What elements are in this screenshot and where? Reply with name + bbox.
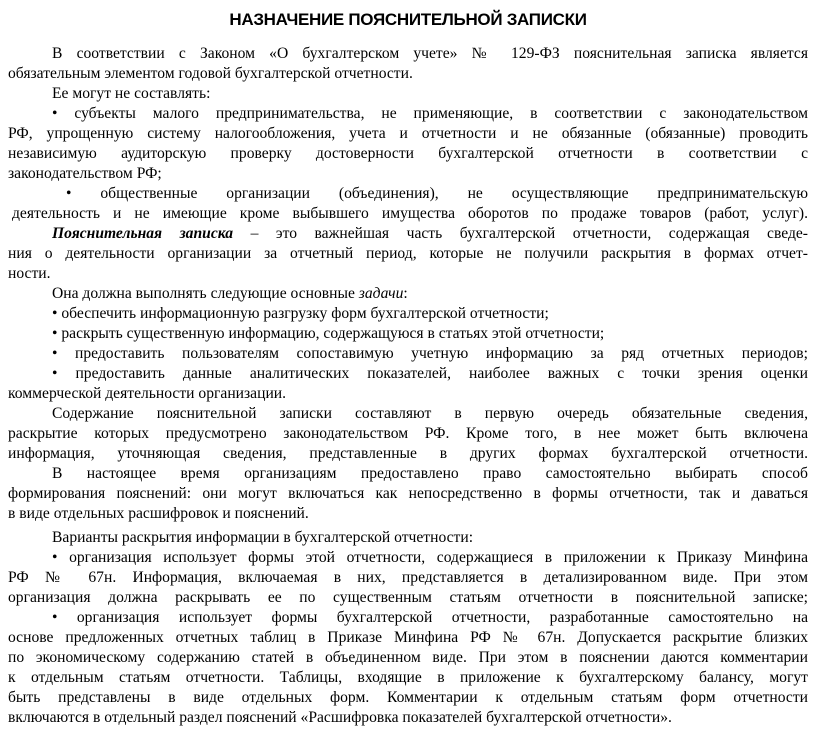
text-line: в виде отдельных расшифровок и пояснений.: [8, 505, 309, 522]
page-title: НАЗНАЧЕНИЕ ПОЯСНИТЕЛЬНОЙ ЗАПИСКИ: [229, 10, 587, 29]
bullet-item: • организация использует формы этой отчетности, содержащиеся в приложении к Приказу Минфина: [52, 549, 808, 566]
text-line: ности.: [8, 265, 51, 282]
text-line: законодательством РФ;: [8, 165, 162, 182]
text-line: включаются в отдельный раздел пояснений «Расшифровка показателей бухгалтерской отчетности».: [8, 709, 672, 726]
text-line: РФ, упрощенную систему налогообложения, учета и отчетности и не обязанные (обязанные) проводить: [8, 125, 808, 142]
bullet-item: • раскрыть существенную информацию, содержащуюся в статьях этой отчетности;: [52, 325, 605, 342]
text-line: деятельность и не имеющие кроме выбывшего имущества оборотов по продаже товаров (работ, услуг).: [12, 205, 808, 222]
bullet-item: • обеспечить информационную разгрузку форм бухгалтерской отчетности;: [52, 305, 549, 322]
text-line: информация, уточняющая сведения, представленные в других формах бухгалтерской отчетности.: [8, 445, 808, 462]
bullet-item: • общественные организации (объединения), не осуществляющие предпринимательскую: [66, 185, 808, 202]
text-line: быть представлены в виде отдельных форм. Комментарии к отдельным статьям форм отчетности: [8, 689, 808, 706]
bullet-item: • предоставить данные аналитических показателей, наиболее важных с точки зрения оценки: [52, 365, 808, 382]
bullet-item: • субъекты малого предпринимательства, не применяющие, в соответствии с законодательством: [52, 105, 808, 122]
text-line: к отдельным статьям отчетности. Таблицы, входящие в приложение к бухгалтерскому балансу, могут: [8, 669, 808, 686]
text-line: по экономическому содержанию статей в объединенном виде. При этом в пояснении даются комментарии: [8, 649, 808, 666]
text-line: организация должна раскрывать ее по существенным статьям отчетности в пояснительной записке;: [8, 589, 808, 606]
definition-line: Пояснительная записка – это важнейшая часть бухгалтерской отчетности, содержащая сведе-: [52, 225, 808, 242]
text-line: независимую аудиторскую проверку достоверности бухгалтерской отчетности в соответствии с: [8, 145, 808, 162]
text-line: основе предложенных отчетных таблиц в Приказе Минфина РФ № 67н. Допускается раскрытие близких: [8, 629, 808, 646]
text-line: формирования пояснений: они могут включаться как непосредственно в формы отчетности, так и даваться: [8, 485, 808, 502]
tasks-intro-line: Она должна выполнять следующие основные задачи:: [52, 285, 408, 302]
text-line: обязательным элементом годовой бухгалтерской отчетности.: [8, 65, 413, 82]
text-line: раскрытие которых предусмотрено законодательством РФ. Кроме того, в нее может быть включена: [8, 425, 808, 442]
text-line: Ее могут не составлять:: [52, 85, 211, 102]
text-line: коммерческой деятельности организации.: [8, 385, 287, 402]
bullet-item: • организация использует формы бухгалтерской отчетности, разработанные самостоятельно на: [52, 609, 808, 626]
explanatory-note-term: Пояснительная записка: [52, 225, 234, 242]
text-line: В настоящее время организациям предоставлено право самостоятельно выбирать способ: [52, 465, 808, 482]
tasks-word: задачи: [358, 285, 404, 302]
text-line: В соответствии с Законом «О бухгалтерском учете» № 129-ФЗ пояснительная записка является: [52, 45, 808, 62]
text-line: РФ № 67н. Информация, включаемая в них, представляется в детализированном виде. При этом: [8, 569, 808, 586]
text-line: ния о деятельности организации за отчетный период, которые не получили раскрытия в формах отчет-: [8, 245, 808, 262]
text-line: Содержание пояснительной записки составляют в первую очередь обязательные сведения,: [52, 405, 808, 422]
bullet-item: • предоставить пользователям сопоставимую учетную информацию за ряд отчетных периодов;: [52, 345, 808, 362]
variants-heading: Варианты раскрытия информации в бухгалтерской отчетности:: [52, 529, 474, 546]
